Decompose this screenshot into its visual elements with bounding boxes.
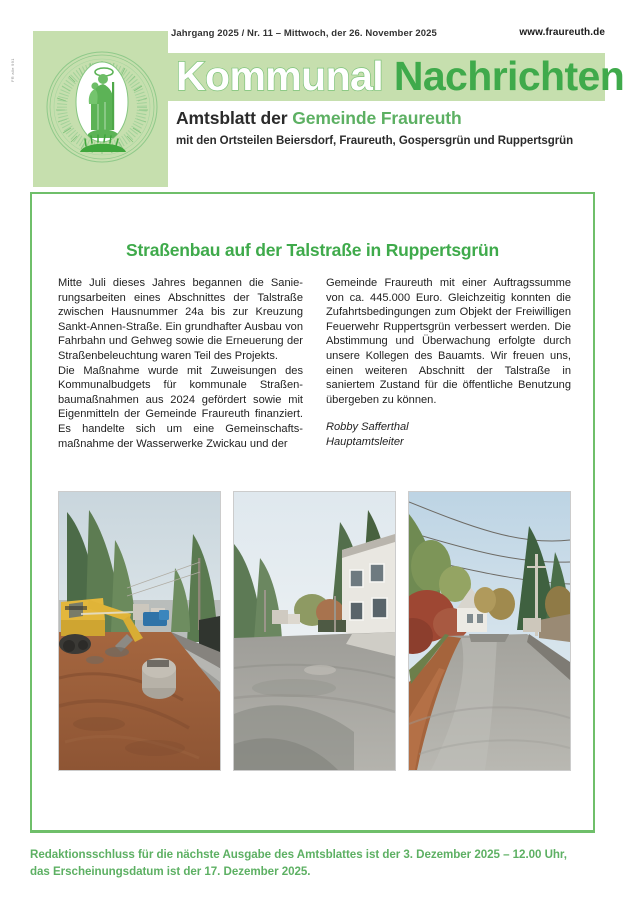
signature-name: Robby Safferthal	[326, 421, 409, 434]
article-title: Straßenbau auf der Talstraße in Ruppertsgrün	[125, 240, 499, 260]
printer-mark: FR alle 991	[10, 58, 15, 82]
article-columns	[58, 276, 571, 451]
footer-line-1: Redaktionsschluss für die nächste Ausgabe des Amtsblattes ist der 3. Dezember 2025 – 12.00 Uhr,	[30, 848, 567, 861]
masthead-districts: mit den Ortsteilen Beiersdorf, Fraureuth, Gospersgrün und Ruppertsgrün	[176, 135, 574, 147]
issue-dateline: Jahrgang 2025 / Nr. 11 – Mittwoch, der 26. November 2025	[171, 28, 437, 39]
photo-new-asphalt-road	[408, 491, 571, 771]
article-signature	[326, 420, 571, 449]
article-paragraph-1: Mitte Juli dieses Jahres begannen die Sanierungsarbeiten eines Abschnittes der Talstraße zwischen Hausnummer 24a bis zur Kreuzung Sankt-Annen-Straße. Ein grundhafter Ausbau von Fahrbahn und Gehweg sowie die Erneuerung der Straßenbeleuchtung waren Teil des Projekts.	[58, 277, 303, 362]
article-content-box	[30, 192, 595, 833]
signature-role: Hauptamtsleiter	[326, 435, 404, 448]
wordmark-nachrichten: Nachrichten	[393, 53, 625, 99]
coat-of-arms-emblem	[44, 42, 160, 173]
article-paragraph-2: Die Maßnahme wurde mit Zuweisungen des Kommunalbudgets für kommunale Straßenbaumaßnahmen aus 2024 gefördert sowie mit Eigenmitteln der Gemeinde Fraureuth finanziert. Es handelte sich um eine Gemeinschaftsmaßnahme der Wasserwerke Zwickau und der	[58, 364, 303, 450]
article-photo-row	[58, 491, 571, 771]
subtitle-municipality: Gemeinde Fraureuth	[292, 108, 462, 128]
masthead-subtitle	[176, 108, 462, 129]
article-column-left	[58, 276, 303, 451]
editorial-deadline-footer	[30, 846, 595, 880]
photo-construction-excavator	[58, 491, 221, 771]
wordmark-kommunal: Kommunal	[176, 53, 384, 99]
photo-finished-street-house	[233, 491, 396, 771]
footer-line-2: das Erscheinungsdatum ist der 17. Dezember 2025.	[30, 865, 311, 878]
masthead	[0, 0, 625, 182]
article-paragraph-3: Gemeinde Fraureuth mit einer Auftragssumme von ca. 445.000 Euro. Gleichzeitig konnten die Zufahrtsbedingungen zum Objekt der Freiwilligen Feuerwehr Ruppertsgrün verbessert werden. Die Abstimmung und Überwachung erfolgte durch unsere Kollegen des Bauamts. Wir freuen uns, einen weiteren Abschnitt der Talstraße in saniertem Zustand für die öffentliche Benutzung übergeben zu können.	[326, 277, 571, 406]
publication-wordmark	[176, 49, 625, 104]
article-column-right	[326, 276, 571, 451]
subtitle-prefix: Amtsblatt der	[176, 108, 293, 128]
website-url[interactable]: www.fraureuth.de	[519, 27, 605, 38]
